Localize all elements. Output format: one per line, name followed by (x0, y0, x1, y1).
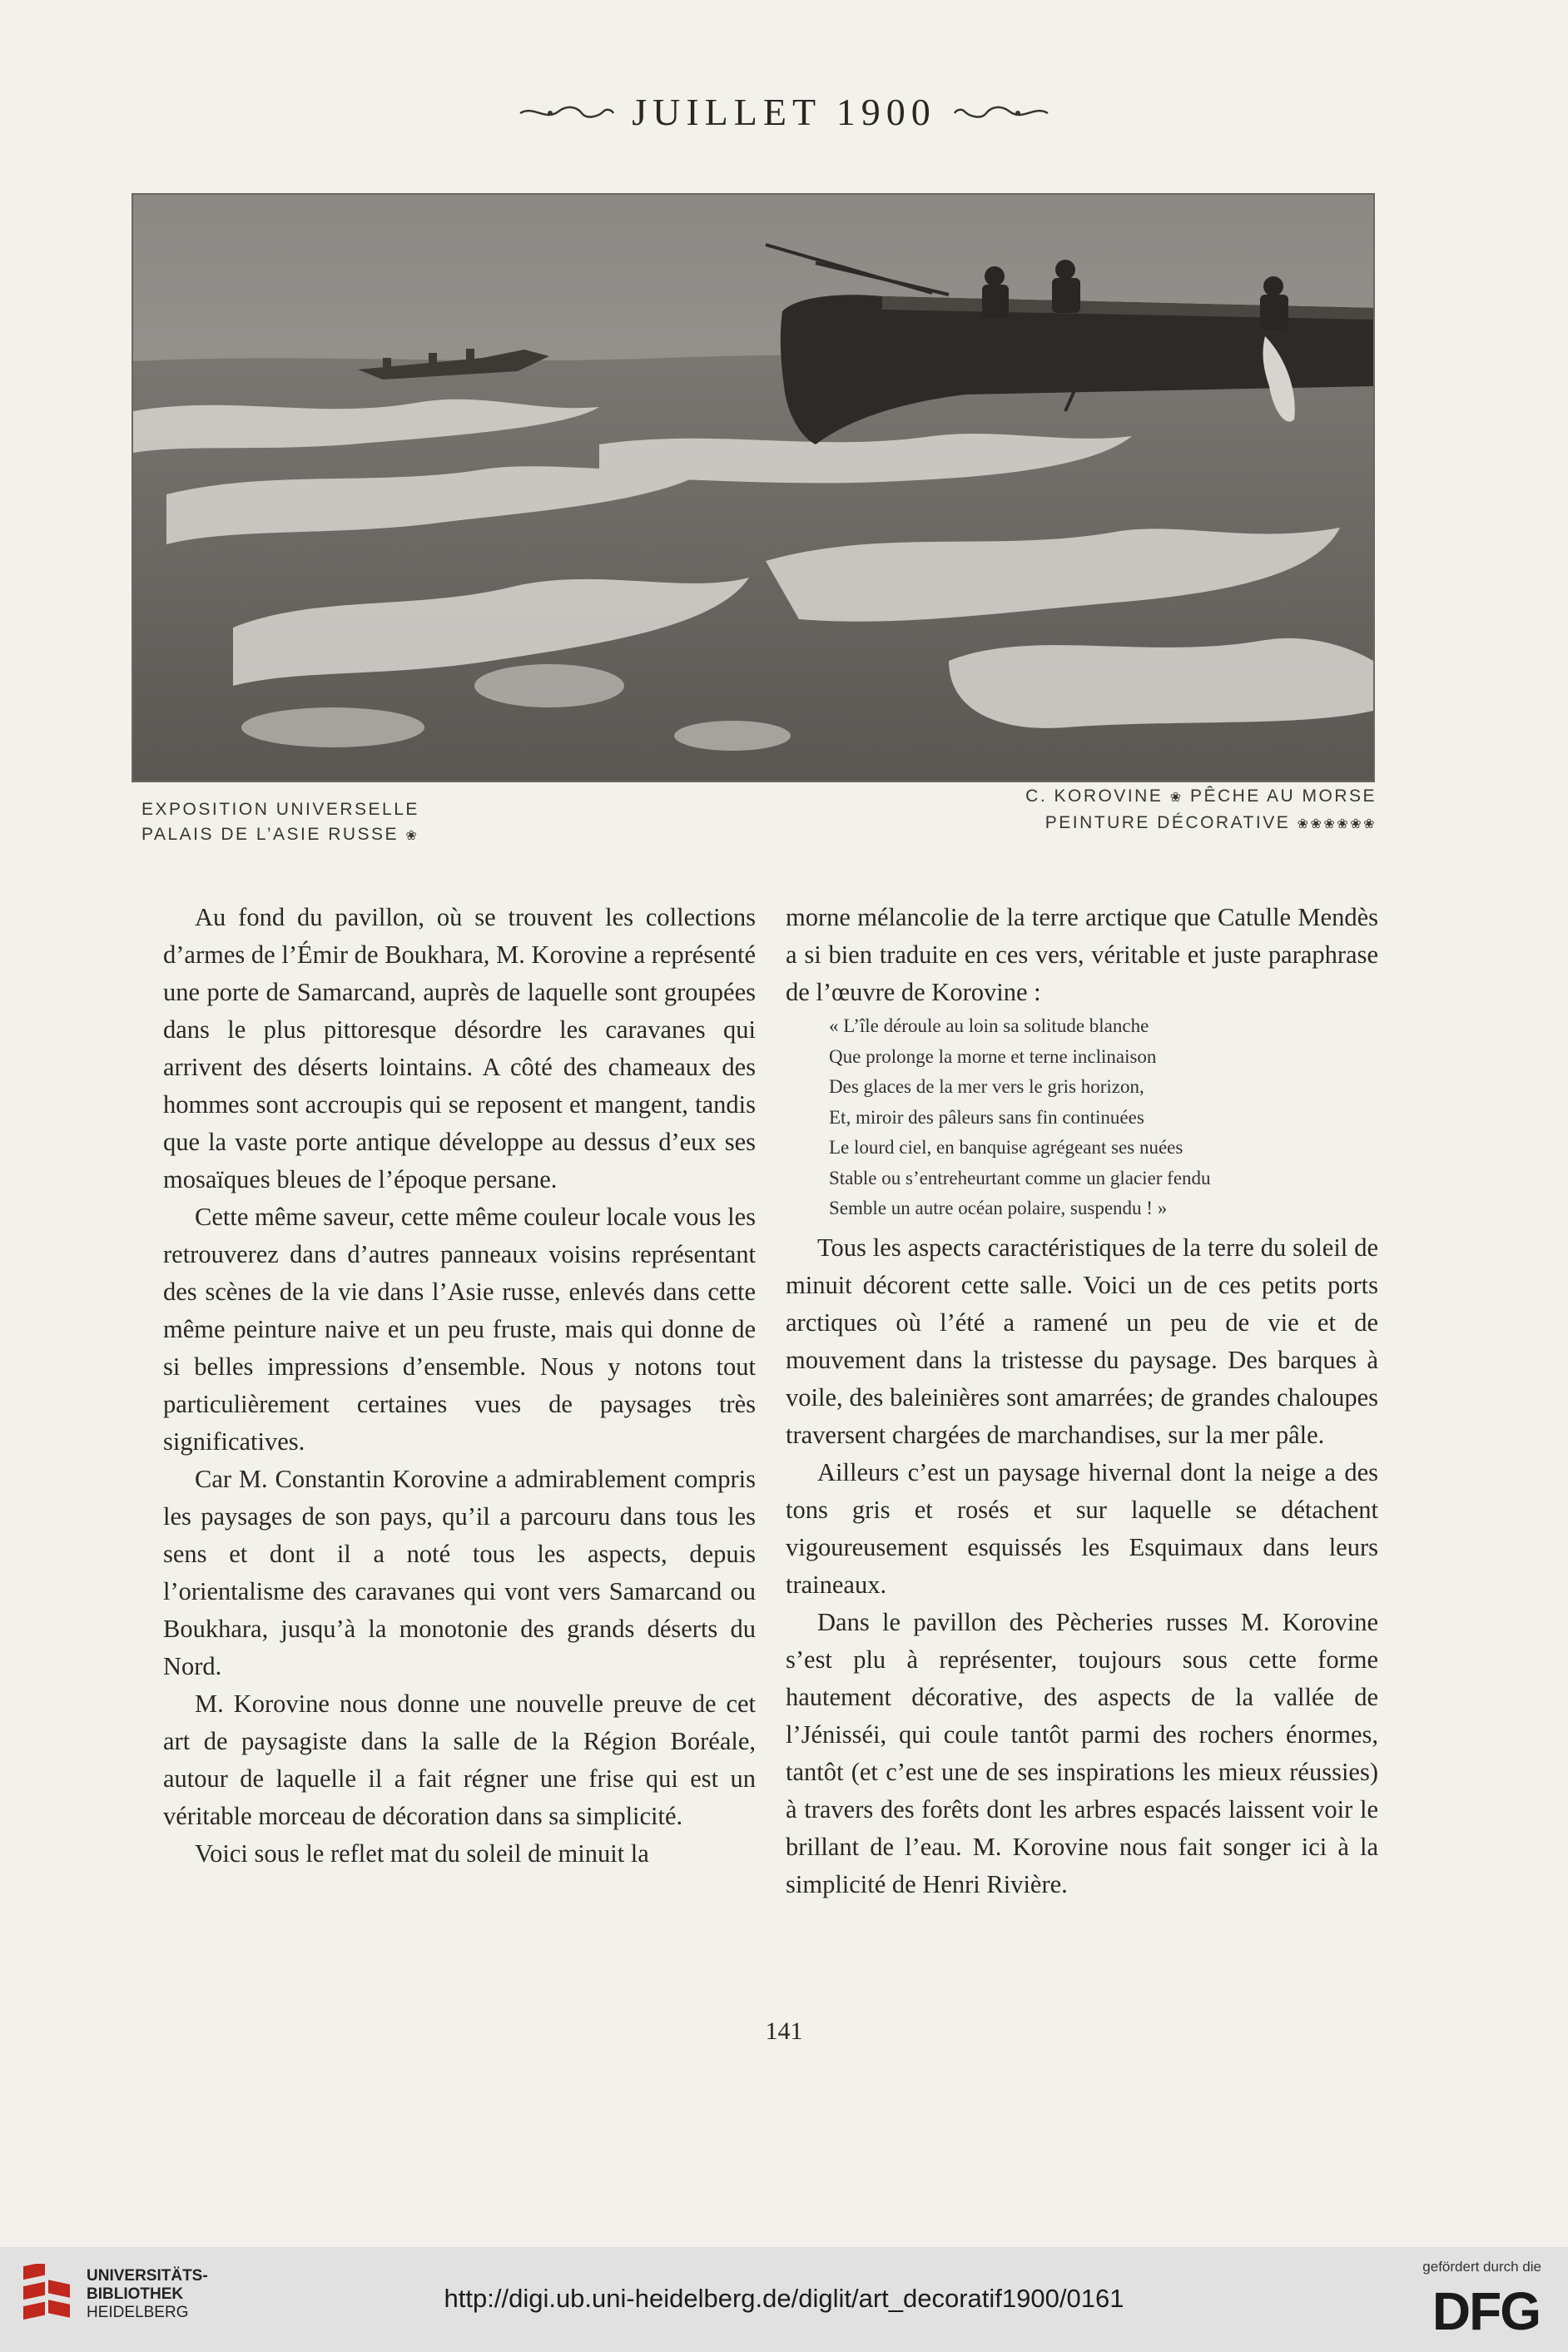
library-name-line: BIBLIOTHEK (87, 2285, 184, 2303)
paragraph: Cette même saveur, cette même couleur locale vous les retrouverez dans d’autres panneaux voisins représentant des scènes de la vie dans l’Asie russe, enlevés dans cette même peinture naive et un peu fruste, mais qui donne de si belles impressions d’ensemble. Nous y notons tout particulièrement certaines vues de paysages très significatives. (163, 1203, 756, 1456)
text-column-left (163, 899, 756, 1873)
caption-title: PÊCHE AU MORSE (1189, 786, 1377, 806)
flourish-right-icon (951, 100, 1051, 125)
funded-by-label: gefördert durch die (1422, 2259, 1541, 2275)
paragraph: Car M. Constantin Korovine a admirablement compris les paysages de son pays, qu’il a parcouru dans tous les sens et dont il a noté tous les aspects, depuis l’orientalisme des caravanes qui vont vers Samarcand ou Boukhara, jusqu’à la monotonie des grands déserts du Nord. (163, 1465, 756, 1680)
permalink-url[interactable]: http://digi.ub.uni-heidelberg.de/diglit/art_decoratif1900/0161 (444, 2284, 1124, 2313)
poem-line: « L’île déroule au loin sa solitude blanche (829, 1015, 1149, 1036)
text-column-right (786, 899, 1378, 1903)
caption-line: PALAIS DE L’ASIE RUSSE (141, 825, 399, 844)
dfg-logo: DFG (1432, 2281, 1540, 2341)
caption-line: EXPOSITION UNIVERSELLE (141, 800, 419, 819)
page-number: 141 (765, 2017, 803, 2045)
leaf-dingbat-icon: ❀ (405, 829, 419, 843)
caption-medium: PEINTURE DÉCORATIVE (1045, 813, 1291, 832)
library-name-line: UNIVERSITÄTS- (87, 2267, 208, 2285)
paragraph: Dans le pavillon des Pècheries russes M. Korovine s’est plu à représenter, toujours sous cette forme hautement décorative, des aspects de la vallée de l’Jénisséi, qui coule tantôt parmi des rochers énormes, tantôt (et c’est une de ses inspirations les mieux réussies) à travers des forêts dont les arbres espacés laissent voir le brillant de l’eau. M. Korovine nous fait songer ici à la simplicité de Henri Rivière. (786, 1607, 1378, 1898)
paragraph: Ailleurs c’est un paysage hivernal dont la neige a des tons gris et rosés et sur laquelle se détachent vigoureusement esquissés les Esquimaux dans leurs traineaux. (786, 1457, 1378, 1599)
poem-line: Des glaces de la mer vers le gris horizon, (829, 1076, 1144, 1097)
poem-quote (829, 1011, 1378, 1224)
plate-caption-right (1025, 784, 1377, 837)
paragraph: morne mélancolie de la terre arctique que Catulle Mendès a si bien traduite en ces vers, véritable et juste paraphrase de l’œuvre de Korovine : (786, 903, 1378, 1006)
poem-line: Le lourd ciel, en banquise agrégeant ses nuées (829, 1137, 1183, 1158)
running-header (0, 90, 1568, 134)
flourish-left-icon (517, 100, 617, 125)
walrus-hunt-painting-icon (133, 195, 1373, 781)
paragraph: Au fond du pavillon, où se trouvent les collections d’armes de l’Émir de Boukhara, M. Korovine a représenté une porte de Samarcand, auprès de laquelle sont groupées dans le plus pittoresque désordre les caravanes qui arrivent des déserts lointains. A côté des chameaux des hommes sont accroupis qui se reposent et mangent, tandis que la vaste porte antique développe au dessus d’eux ses mosaïques bleues de l’époque persane. (163, 903, 756, 1193)
paragraph: Tous les aspects caractéristiques de la terre du soleil de minuit décorent cette salle. Voici un de ces petits ports arctiques où l’été a ramené un peu de vie et de mouvement dans la tristesse du paysage. Des barques à voile, des baleinières sont amarrées; de grandes chaloupes traversent chargées de marchandises, sur la mer pâle. (786, 1233, 1378, 1449)
library-name-line: HEIDELBERG (87, 2304, 189, 2321)
poem-line: Que prolonge la morne et terne inclinaison (829, 1045, 1157, 1067)
painting-plate (131, 193, 1375, 782)
paragraph: Voici sous le reflet mat du soleil de minuit la (195, 1839, 649, 1868)
poem-line: Semble un autre océan polaire, suspendu ! » (829, 1198, 1168, 1218)
caption-artist: C. KOROVINE (1025, 786, 1164, 806)
leaf-dingbat-row-icon: ❀❀❀❀❀❀ (1297, 817, 1377, 831)
digitization-footer (0, 2247, 1568, 2352)
leaf-dingbat-icon: ❀ (1169, 791, 1183, 805)
plate-caption-left (141, 797, 419, 849)
poem-line: Et, miroir des pâleurs sans fin continuées (829, 1106, 1144, 1128)
paragraph: M. Korovine nous donne une nouvelle preuve de cet art de paysagiste dans la salle de la Région Boréale, autour de laquelle il a fait régner une frise qui est un véritable morceau de décoration dans sa simplicité. (163, 1690, 756, 1830)
poem-line: Stable ou s’entreheurtant comme un glacier fendu (829, 1167, 1211, 1188)
page-title: JUILLET 1900 (632, 91, 936, 133)
